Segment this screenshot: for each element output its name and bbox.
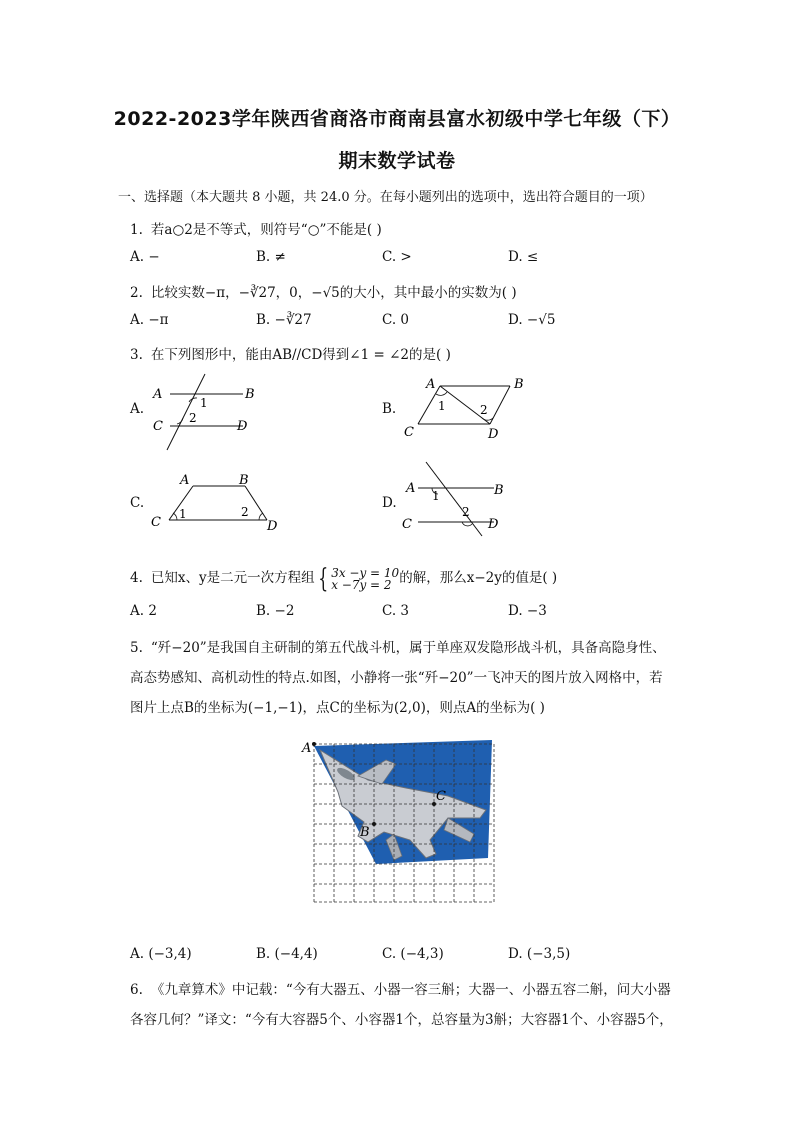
- q3-option-c-label: C.: [130, 495, 145, 511]
- label-c: C: [402, 517, 412, 532]
- question-3: [130, 343, 690, 363]
- title-line-2: 期末数学试卷: [338, 150, 456, 172]
- q4-option-d: D. −3: [508, 603, 547, 619]
- angle-1: 1: [179, 507, 187, 521]
- label-b: B: [239, 473, 249, 488]
- q4-option-a: A. 2: [130, 603, 157, 619]
- label-a: A: [426, 377, 436, 392]
- q2-option-c: C. 0: [382, 312, 410, 328]
- label-a: A: [153, 387, 163, 402]
- label-a: A: [406, 481, 416, 496]
- question-6-line-2: 各容几何？”译文：“今有大容器5个、小容器1个，总容量为3斛；大容器1个、小容器5个，: [130, 1012, 673, 1028]
- angle-2: 2: [462, 505, 470, 519]
- label-a: A: [180, 473, 190, 488]
- equation-1: 3x −y = 10: [331, 565, 400, 580]
- q3-figure-c: [145, 470, 285, 534]
- equation-system: [331, 567, 399, 591]
- question-stem: 《九章算术》中记载：“今有大器五、小器一容三斛；大器一、小器五容二斛，问大小器: [150, 982, 671, 998]
- question-6-line-1: [130, 978, 690, 998]
- q5-option-b: B. (−4,4): [256, 946, 318, 962]
- label-b: B: [494, 483, 504, 498]
- label-b: B: [514, 377, 524, 392]
- label-c: C: [151, 515, 161, 530]
- equation-2: x −7y = 2: [331, 577, 392, 592]
- angle-1: 1: [200, 396, 208, 410]
- q1-option-b: B. ≠: [256, 249, 286, 265]
- q3-figure-a: [145, 372, 265, 452]
- question-number: 5.: [130, 640, 143, 656]
- q3-figure-b: [398, 372, 538, 444]
- question-stem-post: 的解，那么x−2y的值是( ): [399, 570, 558, 586]
- q4-option-c: C. 3: [382, 603, 410, 619]
- question-5-line-1: [130, 636, 690, 656]
- label-c: C: [404, 425, 414, 440]
- question-number: 2.: [130, 285, 143, 301]
- q1-option-c: C. >: [382, 249, 412, 265]
- question-stem: “歼−20”是我国自主研制的第五代战斗机，属于单座双发隐形战斗机，具备高隐身性、: [150, 640, 666, 656]
- q2-option-a: A. −π: [130, 312, 169, 328]
- angle-2: 2: [189, 411, 197, 425]
- question-stem: 在下列图形中，能由AB//CD得到∠1 = ∠2的是( ): [150, 347, 451, 363]
- q3-option-d-label: D.: [382, 495, 397, 511]
- q1-option-d: D. ≤: [508, 249, 539, 265]
- angle-1: 1: [438, 399, 446, 413]
- label-d: D: [237, 419, 248, 434]
- q5-option-d: D. (−3,5): [508, 946, 571, 962]
- label-b: B: [245, 387, 255, 402]
- angle-1: 1: [432, 489, 440, 503]
- question-stem: 若a○2是不等式，则符号“○”不能是( ): [150, 222, 382, 238]
- q5-option-a: A. (−3,4): [130, 946, 192, 962]
- angle-2: 2: [241, 505, 249, 519]
- question-1: [130, 218, 690, 238]
- question-2: [130, 281, 690, 301]
- q3-figure-d: [398, 458, 518, 538]
- question-4: [130, 563, 690, 594]
- q2-option-d: D. −√5: [508, 312, 556, 328]
- section-heading: 一、选择题（本大题共 8 小题，共 24.0 分。在每小题列出的选项中，选出符合题目的一项）: [118, 190, 653, 205]
- question-number: 3.: [130, 347, 143, 363]
- question-number: 4.: [130, 570, 143, 586]
- q3-option-a-label: A.: [130, 401, 145, 417]
- question-stem: 比较实数−π，−∛27，0，−√5的大小，其中最小的实数为( ): [150, 285, 517, 301]
- question-stem-pre: 已知x、y是二元一次方程组: [150, 570, 315, 586]
- q5-option-c: C. (−4,3): [382, 946, 444, 962]
- label-d: D: [488, 517, 499, 532]
- q4-option-b: B. −2: [256, 603, 295, 619]
- label-d: D: [488, 427, 499, 442]
- question-5-line-2: 高态势感知、高机动性的特点.如图，小静将一张“歼−20”一飞冲天的图片放入网格中，若: [130, 670, 663, 686]
- q3-option-b-label: B.: [382, 401, 397, 417]
- question-5-line-3: 图片上点B的坐标为(−1,−1)，点C的坐标为(2,0)，则点A的坐标为( ): [130, 700, 545, 716]
- q2-option-b: B. −∛27: [256, 312, 312, 328]
- label-d: D: [267, 519, 278, 534]
- question-number: 1.: [130, 222, 143, 238]
- point-b-label: B: [360, 825, 370, 840]
- q1-option-a: A. −: [130, 249, 160, 265]
- q5-figure: [298, 722, 502, 908]
- point-c-label: C: [436, 789, 446, 804]
- title-line-1: 2022-2023学年陕西省商洛市商南县富水初级中学七年级（下）: [113, 108, 681, 130]
- label-c: C: [153, 419, 163, 434]
- system-brace: {: [317, 563, 328, 594]
- angle-2: 2: [480, 403, 488, 417]
- point-a-label: A: [302, 741, 312, 756]
- question-number: 6.: [130, 982, 143, 998]
